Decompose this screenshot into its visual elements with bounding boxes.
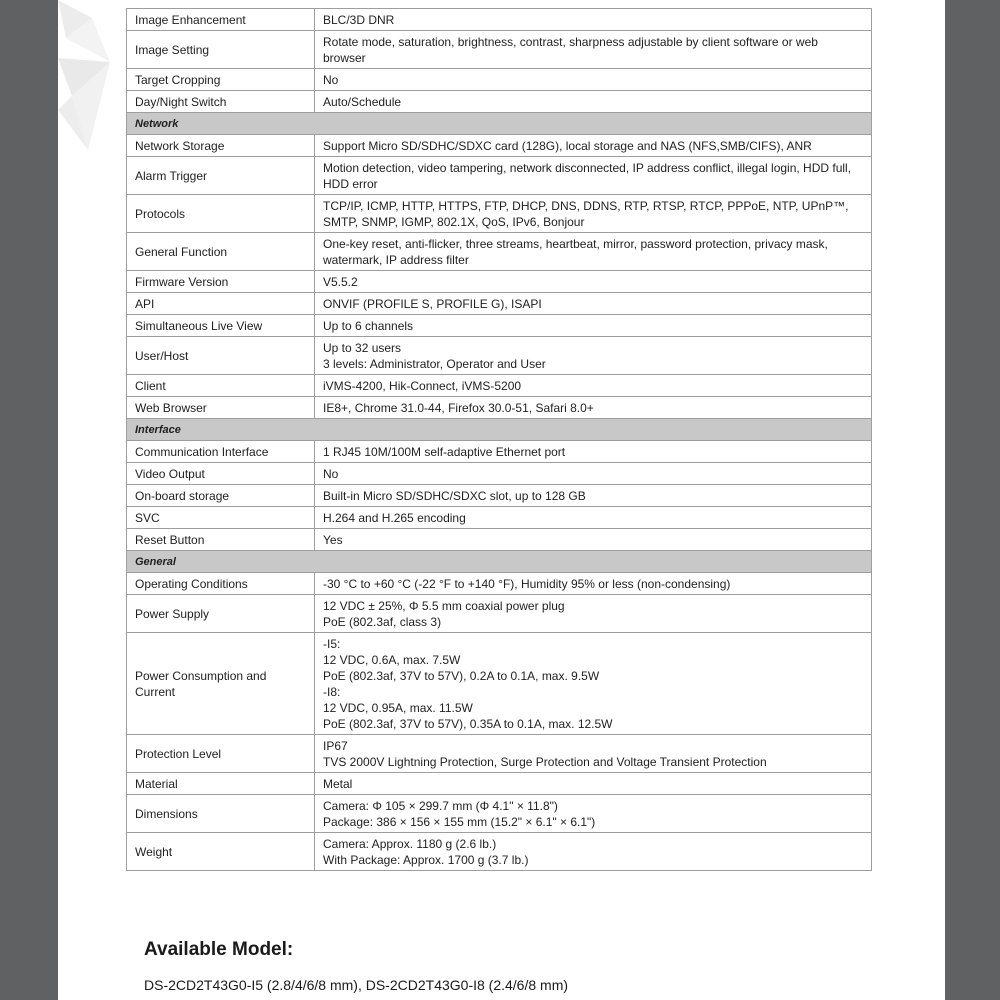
- spec-value: Up to 6 channels: [315, 315, 872, 337]
- spec-label: Day/Night Switch: [127, 91, 315, 113]
- spec-row: [127, 91, 872, 113]
- spec-value: IP67 TVS 2000V Lightning Protection, Surge Protection and Voltage Transient Protection: [315, 735, 872, 773]
- spec-row: [127, 773, 872, 795]
- spec-label: Protocols: [127, 195, 315, 233]
- spec-row: [127, 233, 872, 271]
- spec-row: [127, 375, 872, 397]
- spec-row: [127, 337, 872, 375]
- spec-row: [127, 833, 872, 871]
- spec-value: -I5: 12 VDC, 0.6A, max. 7.5W PoE (802.3af, 37V to 57V), 0.2A to 0.1A, max. 9.5W -I8: 12 VDC, 0.95A, max. 11.5W PoE (802.3af, 37V to 57V), 0.35A to 0.1A, max. 12.5W: [315, 633, 872, 735]
- spec-row: [127, 397, 872, 419]
- spec-row: [127, 463, 872, 485]
- section-header-row: [127, 551, 872, 573]
- spec-label: Target Cropping: [127, 69, 315, 91]
- spec-value: TCP/IP, ICMP, HTTP, HTTPS, FTP, DHCP, DNS, DDNS, RTP, RTSP, RTCP, PPPoE, NTP, UPnP™, SMTP, SNMP, IGMP, 802.1X, QoS, IPv6, Bonjour: [315, 195, 872, 233]
- spec-label: Weight: [127, 833, 315, 871]
- spec-row: [127, 441, 872, 463]
- spec-value: H.264 and H.265 encoding: [315, 507, 872, 529]
- section-header-row: [127, 419, 872, 441]
- spec-value: Rotate mode, saturation, brightness, contrast, sharpness adjustable by client software or web browser: [315, 31, 872, 69]
- spec-row: [127, 595, 872, 633]
- spec-label: General Function: [127, 233, 315, 271]
- spec-value: Motion detection, video tampering, network disconnected, IP address conflict, illegal login, HDD full, HDD error: [315, 157, 872, 195]
- spec-label: Image Setting: [127, 31, 315, 69]
- spec-label: Network Storage: [127, 135, 315, 157]
- logo-watermark-icon: [58, 0, 128, 160]
- spec-label: Material: [127, 773, 315, 795]
- spec-value: Camera: Approx. 1180 g (2.6 lb.) With Package: Approx. 1700 g (3.7 lb.): [315, 833, 872, 871]
- spec-value: 1 RJ45 10M/100M self-adaptive Ethernet port: [315, 441, 872, 463]
- spec-row: [127, 293, 872, 315]
- available-model-heading: Available Model:: [144, 939, 294, 960]
- spec-row: [127, 315, 872, 337]
- spec-label: User/Host: [127, 337, 315, 375]
- spec-value: V5.5.2: [315, 271, 872, 293]
- spec-row: [127, 195, 872, 233]
- spec-label: SVC: [127, 507, 315, 529]
- spec-value: Auto/Schedule: [315, 91, 872, 113]
- document-page: [58, 0, 945, 1000]
- spec-row: [127, 69, 872, 91]
- spec-label: Power Consumption and Current: [127, 633, 315, 735]
- available-model-list: DS-2CD2T43G0-I5 (2.8/4/6/8 mm), DS-2CD2T43G0-I8 (2.4/6/8 mm): [144, 977, 569, 993]
- spec-label: Video Output: [127, 463, 315, 485]
- spec-label: Alarm Trigger: [127, 157, 315, 195]
- section-title: Interface: [127, 419, 872, 441]
- spec-label: Communication Interface: [127, 441, 315, 463]
- spec-label: Client: [127, 375, 315, 397]
- spec-value: iVMS-4200, Hik-Connect, iVMS-5200: [315, 375, 872, 397]
- spec-row: [127, 31, 872, 69]
- spec-row: [127, 135, 872, 157]
- section-title: Network: [127, 113, 872, 135]
- spec-value: No: [315, 463, 872, 485]
- spec-row: [127, 157, 872, 195]
- spec-value: Support Micro SD/SDHC/SDXC card (128G), local storage and NAS (NFS,SMB/CIFS), ANR: [315, 135, 872, 157]
- spec-value: No: [315, 69, 872, 91]
- spec-row: [127, 485, 872, 507]
- spec-label: Web Browser: [127, 397, 315, 419]
- spec-label: Firmware Version: [127, 271, 315, 293]
- spec-value: BLC/3D DNR: [315, 9, 872, 31]
- spec-label: On-board storage: [127, 485, 315, 507]
- spec-row: [127, 633, 872, 735]
- spec-value: 12 VDC ± 25%, Φ 5.5 mm coaxial power plug PoE (802.3af, class 3): [315, 595, 872, 633]
- spec-label: Image Enhancement: [127, 9, 315, 31]
- spec-label: API: [127, 293, 315, 315]
- spec-value: Yes: [315, 529, 872, 551]
- spec-row: [127, 9, 872, 31]
- spec-label: Reset Button: [127, 529, 315, 551]
- spec-value: Metal: [315, 773, 872, 795]
- spec-row: [127, 507, 872, 529]
- spec-value: Up to 32 users 3 levels: Administrator, Operator and User: [315, 337, 872, 375]
- spec-row: [127, 735, 872, 773]
- spec-value: One-key reset, anti-flicker, three streams, heartbeat, mirror, password protection, privacy mask, watermark, IP address filter: [315, 233, 872, 271]
- spec-label: Power Supply: [127, 595, 315, 633]
- section-title: General: [127, 551, 872, 573]
- spec-value: Camera: Φ 105 × 299.7 mm (Φ 4.1" × 11.8") Package: 386 × 156 × 155 mm (15.2" × 6.1" × 6.1"): [315, 795, 872, 833]
- spec-row: [127, 271, 872, 293]
- spec-row: [127, 795, 872, 833]
- spec-value: -30 °C to +60 °C (-22 °F to +140 °F), Humidity 95% or less (non-condensing): [315, 573, 872, 595]
- spec-row: [127, 573, 872, 595]
- spec-table: [126, 8, 872, 871]
- spec-label: Simultaneous Live View: [127, 315, 315, 337]
- spec-value: ONVIF (PROFILE S, PROFILE G), ISAPI: [315, 293, 872, 315]
- section-header-row: [127, 113, 872, 135]
- spec-label: Dimensions: [127, 795, 315, 833]
- spec-row: [127, 529, 872, 551]
- spec-label: Operating Conditions: [127, 573, 315, 595]
- spec-value: IE8+, Chrome 31.0-44, Firefox 30.0-51, Safari 8.0+: [315, 397, 872, 419]
- spec-label: Protection Level: [127, 735, 315, 773]
- spec-value: Built-in Micro SD/SDHC/SDXC slot, up to 128 GB: [315, 485, 872, 507]
